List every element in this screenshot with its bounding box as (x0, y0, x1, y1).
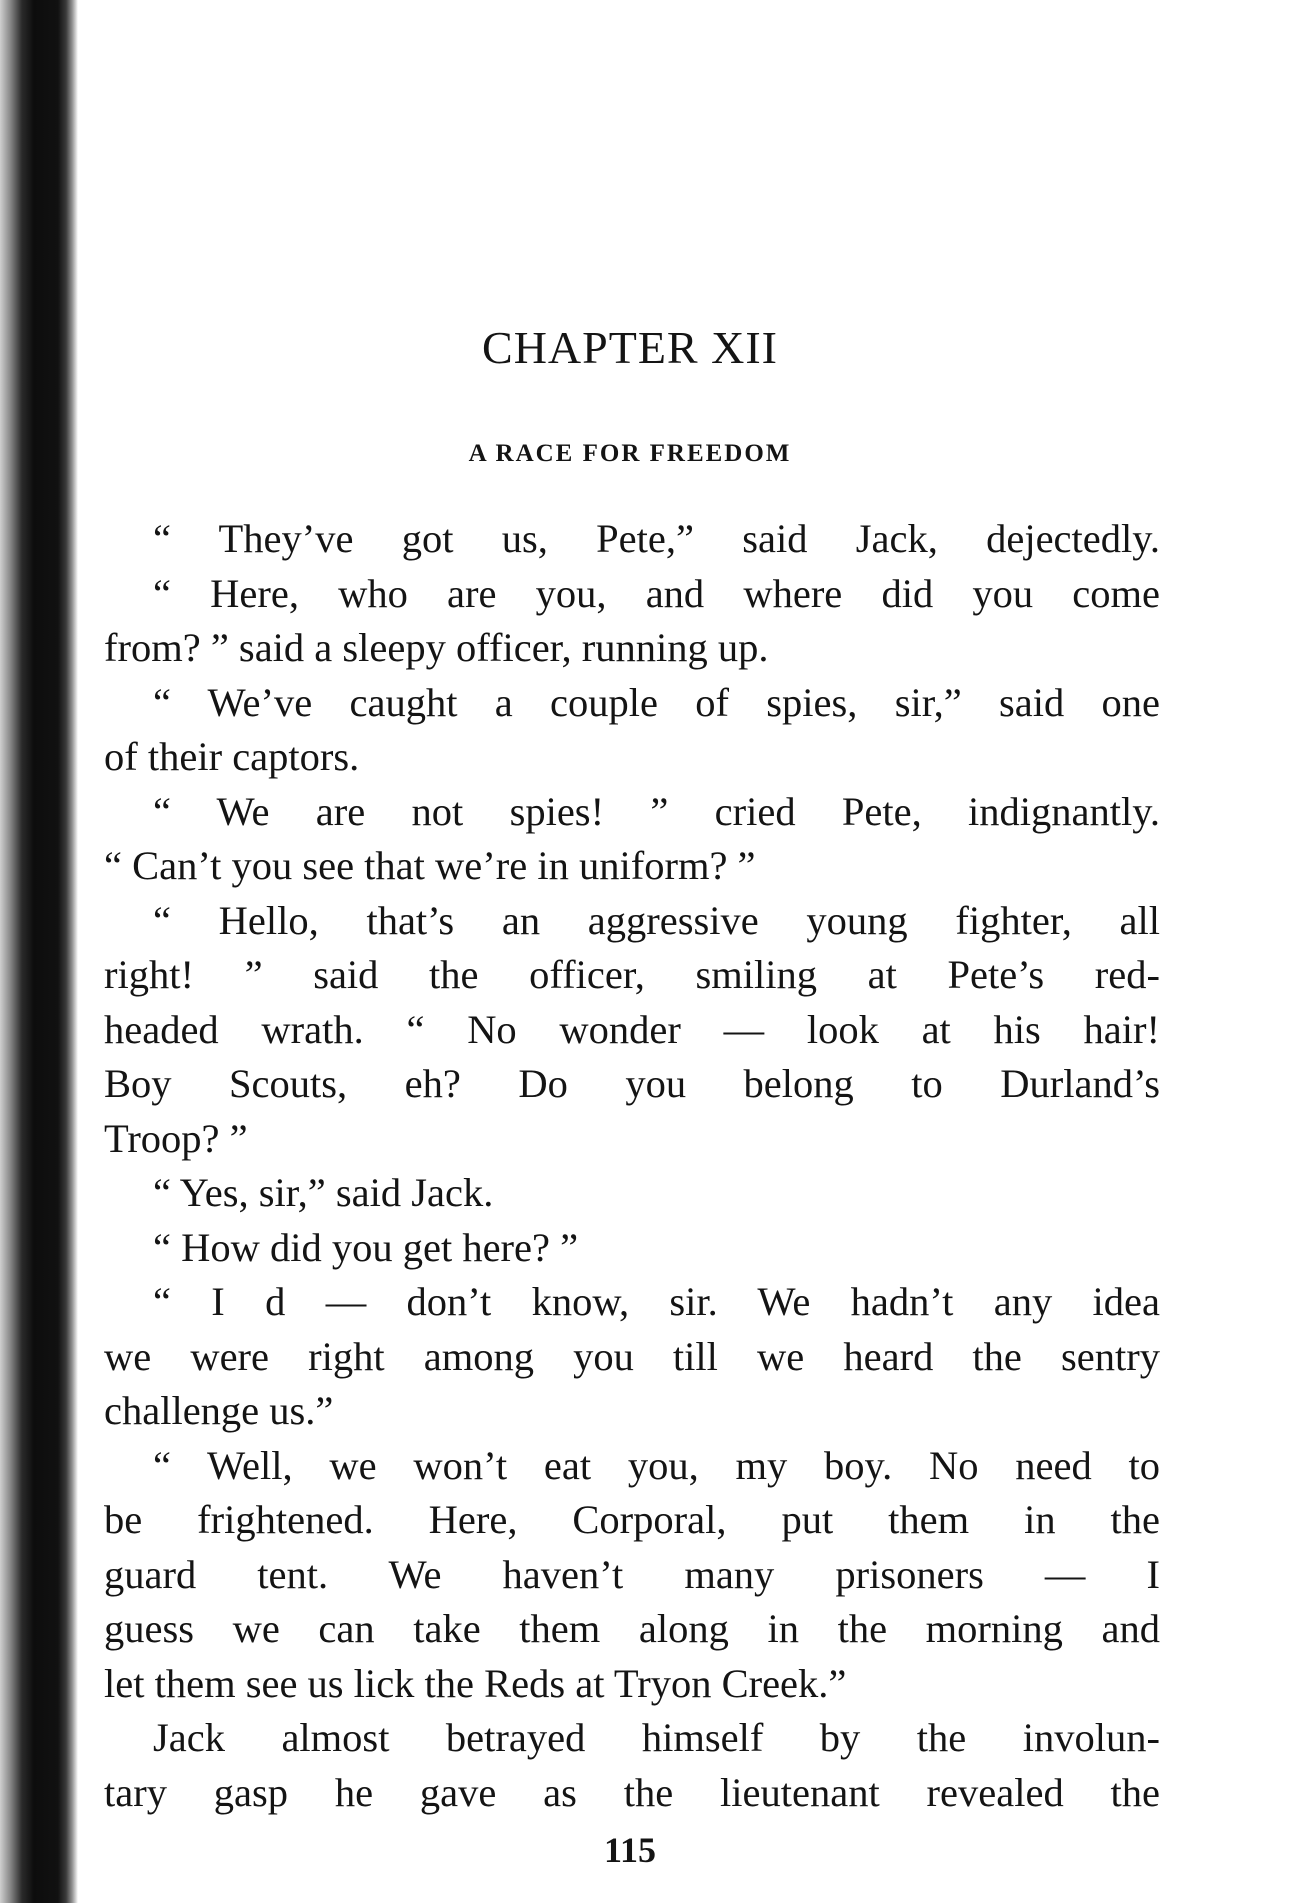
text-line: headed wrath. “ No wonder — look at his hair! (104, 1006, 1160, 1052)
text-line: challenge us.” (104, 1388, 334, 1433)
text-line: guess we can take them along in the morning and (104, 1606, 1160, 1651)
text-line: right! ” said the officer, smiling at Pete’s red- (104, 952, 1160, 997)
text-line: “ I d — don’t know, sir. We hadn’t any idea (153, 1279, 1160, 1324)
text-line: be frightened. Here, Corporal, put them in the (104, 1497, 1160, 1542)
text-line: guard tent. We haven’t many prisoners — I (104, 1551, 1160, 1597)
text-line: let them see us lick the Reds at Tryon Creek.” (104, 1660, 847, 1706)
text-line: of their captors. (104, 734, 360, 779)
text-line: we were right among you till we heard the sentry (104, 1333, 1160, 1379)
page-binding-edge (0, 0, 78, 1903)
text-line: “ We’ve caught a couple of spies, sir,” said one (153, 679, 1160, 725)
text-line: “ Here, who are you, and where did you come (153, 570, 1160, 616)
text-line: “ Can’t you see that we’re in uniform? ” (104, 843, 756, 888)
text-line: Boy Scouts, eh? Do you belong to Durland’s (104, 1061, 1160, 1106)
body-text (104, 512, 1160, 1820)
text-line: “ Yes, sir,” said Jack. (153, 1170, 494, 1215)
text-line: Jack almost betrayed himself by the involun- (153, 1715, 1160, 1760)
book-page (94, 0, 1166, 1903)
text-line: “ They’ve got us, Pete,” said Jack, dejectedly. (153, 516, 1160, 561)
text-line: “ Well, we won’t eat you, my boy. No need to (153, 1442, 1160, 1488)
text-line: Troop? ” (104, 1115, 248, 1161)
text-line: “ How did you get here? ” (153, 1224, 579, 1270)
page-number: 115 (603, 1830, 656, 1870)
chapter-title: CHAPTER XII (482, 322, 778, 373)
text-line: from? ” said a sleepy officer, running up. (104, 625, 769, 670)
text-line: “ Hello, that’s an aggressive young fighter, all (153, 897, 1160, 943)
chapter-subtitle: A RACE FOR FREEDOM (468, 440, 792, 467)
text-line: “ We are not spies! ” cried Pete, indignantly. (153, 788, 1160, 834)
text-line: tary gasp he gave as the lieutenant revealed the (104, 1769, 1160, 1815)
